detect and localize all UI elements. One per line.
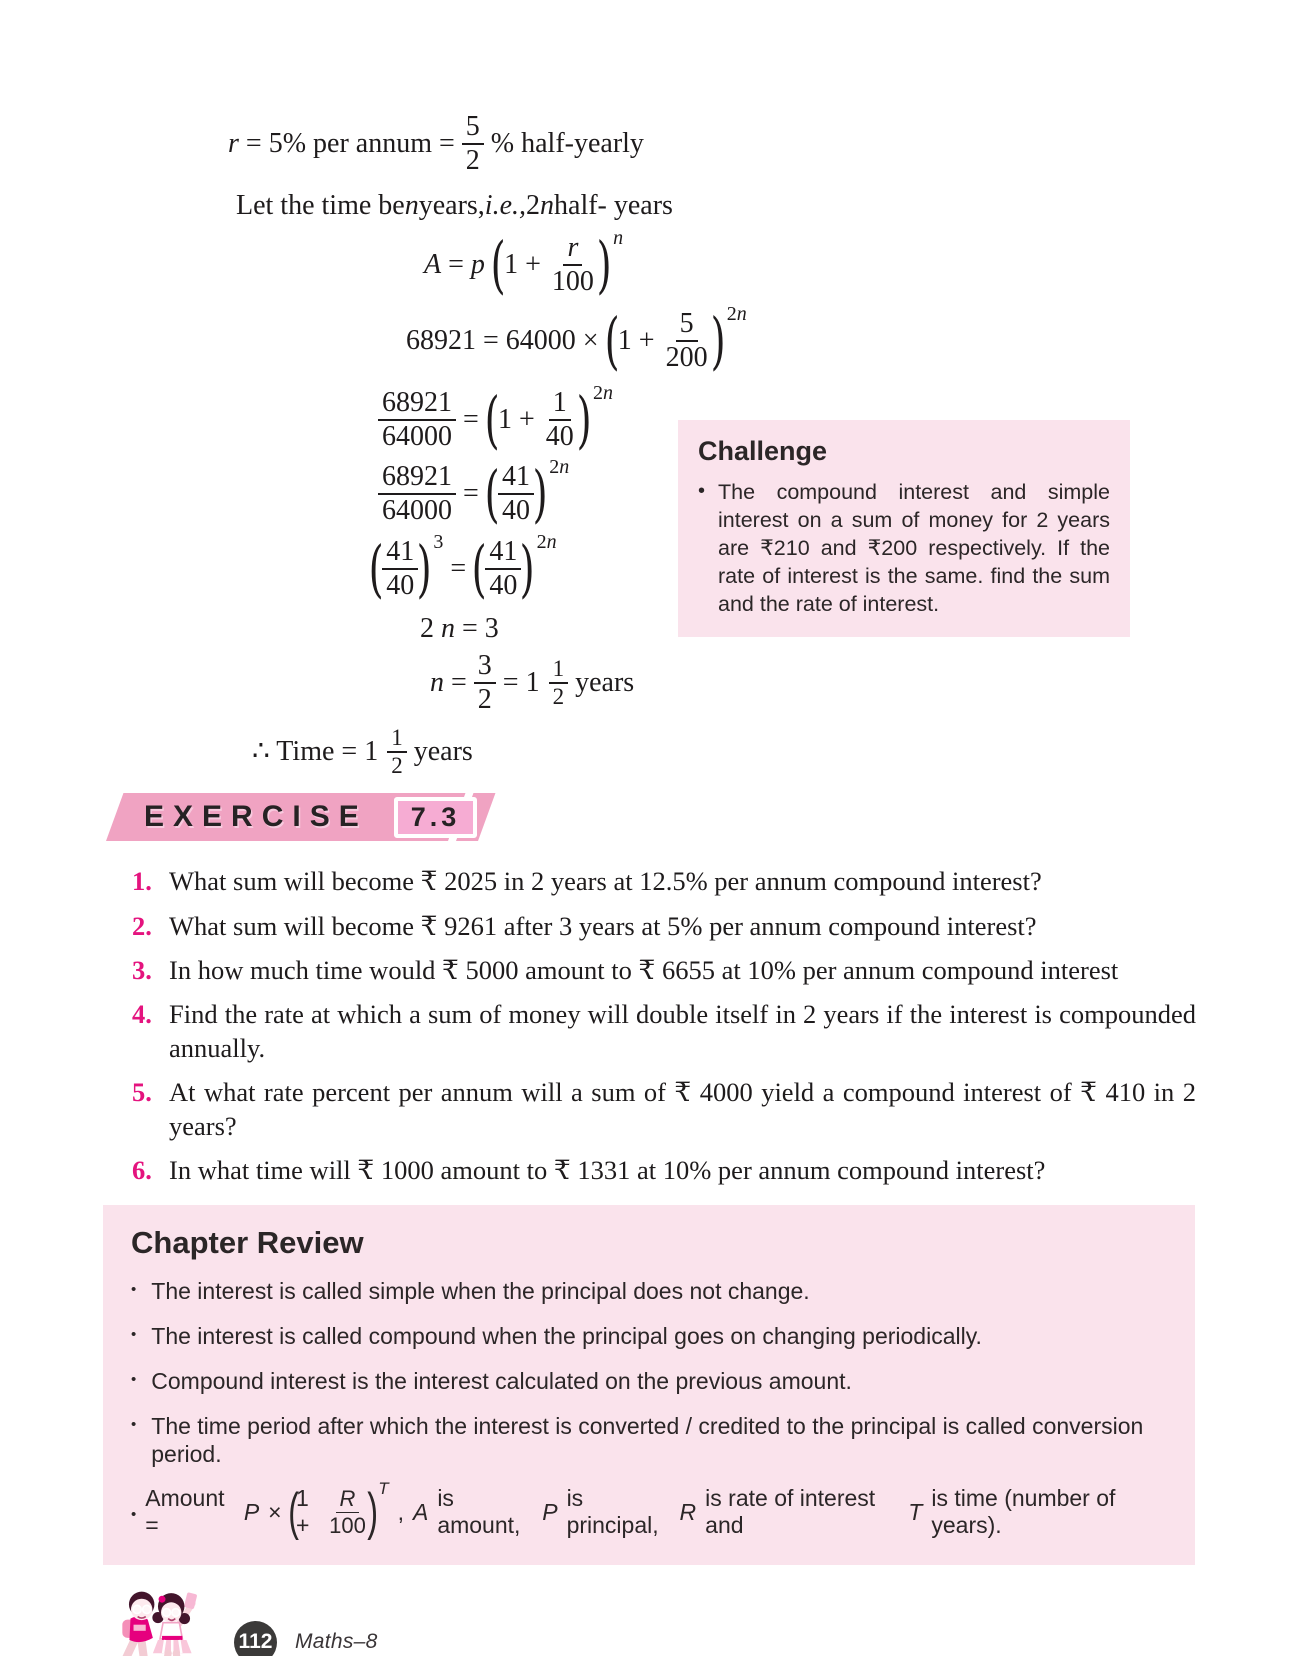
- question-text: In how much time would ₹ 5000 amount to ₹ 6655 at 10% per annum compound interest: [169, 955, 1119, 986]
- paren-group: [604, 303, 747, 378]
- question-number: 1.: [132, 866, 152, 897]
- exercise-question-list: [0, 865, 1296, 1187]
- paren-group: [484, 456, 570, 531]
- math-token: 2: [391, 753, 403, 779]
- math-token: Amount =: [145, 1485, 225, 1539]
- fraction: [462, 112, 484, 176]
- paren-group: [490, 226, 624, 301]
- review-bullet: [131, 1277, 1167, 1306]
- math-token: 1: [549, 657, 569, 685]
- bullet-dot: •: [131, 1326, 137, 1344]
- math-token: 64000: [382, 495, 452, 527]
- math-token: half- years: [554, 190, 673, 222]
- paren-glyph: (: [368, 531, 384, 605]
- equation-68921: [406, 303, 1296, 378]
- math-token: is time (number of years).: [931, 1485, 1116, 1539]
- math-token: =: [448, 248, 464, 280]
- paren-inner: [382, 537, 418, 601]
- math-token: 1: [387, 726, 407, 754]
- math-token: is amount,: [437, 1485, 521, 1539]
- paren-glyph: (: [484, 382, 500, 456]
- paren-glyph: (: [471, 531, 487, 605]
- paren-glyph: (: [484, 457, 500, 531]
- math-token: is principal,: [566, 1485, 659, 1539]
- exponent: [433, 531, 443, 554]
- math-token: ,: [397, 1498, 404, 1525]
- exercise-label: EXERCISE: [144, 800, 368, 834]
- question-text: What sum will become ₹ 2025 in 2 years at 12.5% per annum compound interest?: [169, 866, 1042, 897]
- question-text: In what time will ₹ 1000 amount to ₹ 1331 at 10% per annum compound interest?: [169, 1154, 1046, 1185]
- paren-inner: [498, 462, 534, 526]
- math-token: 2: [552, 684, 565, 710]
- paren-glyph: ): [367, 1482, 378, 1541]
- question-number: 5.: [132, 1077, 152, 1108]
- paren-inner: [498, 388, 578, 452]
- question-number: 3.: [132, 955, 152, 986]
- math-token: 2: [536, 530, 547, 553]
- exercise-question: [132, 910, 1196, 943]
- exercise-question: [132, 865, 1196, 898]
- fraction: [498, 462, 534, 526]
- math-token: =: [463, 403, 479, 435]
- fraction: [548, 233, 598, 297]
- fraction: [662, 309, 712, 373]
- math-token: 1 +: [498, 403, 535, 435]
- fraction: [382, 537, 418, 601]
- review-bullet-text: The time period after which the interest is converted / credited to the principal is called conversion period.: [151, 1412, 1144, 1468]
- paren-inner: [504, 233, 598, 297]
- math-token: 41: [382, 537, 418, 570]
- math-token: r: [563, 233, 582, 266]
- math-token: =: [450, 552, 467, 584]
- challenge-title: Challenge: [698, 436, 828, 466]
- math-token: R: [336, 1487, 360, 1513]
- math-token: =: [451, 667, 467, 699]
- paren-glyph: ): [532, 457, 548, 531]
- math-token: Let the time be: [236, 190, 405, 222]
- math-token: A: [412, 1498, 429, 1525]
- exponent: [549, 456, 569, 479]
- math-token: n: [430, 667, 444, 699]
- math-token: years: [575, 667, 635, 699]
- review-bullet: [131, 1322, 1167, 1351]
- bullet-dot: •: [698, 480, 706, 502]
- question-text: What sum will become ₹ 9261 after 3 years at 5% per annum compound interest?: [169, 910, 1037, 941]
- math-token: 200: [665, 342, 708, 374]
- paren-glyph: (: [490, 227, 506, 301]
- exponent: [378, 1479, 388, 1499]
- fraction: [378, 388, 456, 452]
- math-token: 2: [593, 381, 603, 404]
- exercise-question: [132, 1154, 1196, 1187]
- exponent: [613, 227, 623, 250]
- question-text: At what rate percent per annum will a sum of ₹ 4000 yield a compound interest of ₹ 410 in 2 years?: [169, 1077, 1196, 1141]
- math-token: n: [546, 530, 557, 553]
- fraction: [325, 1487, 370, 1538]
- paren-inner: [485, 537, 521, 601]
- equation-n: [430, 651, 1296, 715]
- math-token: 68921: [378, 462, 456, 495]
- paren-glyph: ): [710, 304, 726, 378]
- exponent: [593, 382, 613, 405]
- math-token: n: [404, 190, 419, 222]
- math-token: is rate of interest and: [705, 1485, 876, 1539]
- math-token: 41: [485, 537, 521, 570]
- math-token: 40: [489, 569, 518, 601]
- review-bullet-text: The interest is called compound when the principal goes on changing periodically.: [151, 1323, 982, 1350]
- math-token: 68921: [378, 388, 456, 421]
- math-token: years,: [418, 190, 485, 222]
- math-token: 40: [502, 495, 530, 527]
- math-token: 1 +: [295, 1485, 310, 1539]
- question-number: 4.: [132, 999, 152, 1030]
- review-bullet: [131, 1367, 1167, 1396]
- math-token: 2: [549, 456, 560, 479]
- fraction: [474, 651, 496, 715]
- page-number-badge: 112: [234, 1621, 277, 1656]
- math-token: 3: [433, 530, 444, 553]
- math-token: % half-yearly: [490, 128, 644, 160]
- math-token: ∴ Time = 1: [252, 736, 379, 768]
- math-token: 64000: [382, 420, 452, 452]
- paren-group: [484, 381, 613, 456]
- exercise-question: [132, 1076, 1196, 1143]
- math-token: T: [908, 1498, 923, 1525]
- exercise-banner: [106, 793, 526, 841]
- math-token: 1 +: [504, 248, 541, 280]
- math-token: 40: [386, 569, 415, 601]
- book-title: Maths–8: [295, 1630, 378, 1654]
- math-token: n: [603, 381, 613, 404]
- math-token: ×: [268, 1498, 282, 1525]
- math-token: 1: [549, 388, 571, 421]
- math-token: 41: [498, 462, 534, 495]
- bullet-dot: •: [131, 1370, 137, 1388]
- equation-time-conclusion: [252, 726, 1296, 780]
- worked-solution: [0, 0, 1296, 779]
- paren-glyph: ): [416, 531, 432, 605]
- math-token: years: [413, 736, 473, 768]
- exercise-question: [132, 954, 1196, 987]
- fraction: [542, 388, 578, 452]
- math-token: 68921 = 64000 ×: [406, 325, 599, 357]
- math-token: i.e.,: [484, 190, 527, 222]
- math-token: 5: [462, 112, 484, 145]
- math-token: 3: [474, 651, 496, 684]
- children-illustration: [104, 1591, 216, 1656]
- chapter-review-box: [103, 1205, 1195, 1565]
- review-formula: [131, 1479, 1167, 1541]
- question-number: 2.: [132, 910, 152, 941]
- math-token: 2: [726, 303, 737, 326]
- paren-group: [368, 530, 444, 605]
- review-bullet: [131, 1412, 1167, 1470]
- page-footer: [104, 1591, 1296, 1656]
- challenge-text: The compound interest and simple interest on a sum of money for 2 years are ₹210 and ₹200 respectively. If the rate of interest is the same. find the sum and the rate of interest.: [718, 480, 1110, 616]
- exercise-number-badge: 7.3: [394, 797, 478, 838]
- math-token: A: [424, 248, 442, 280]
- math-token: = 1: [502, 667, 540, 699]
- paren-glyph: (: [287, 1482, 299, 1541]
- math-token: n: [540, 190, 555, 222]
- paren-group: [471, 530, 557, 605]
- math-token: 100: [551, 265, 594, 297]
- exercise-banner-content: [106, 793, 564, 841]
- fraction: [485, 537, 521, 601]
- math-token: =: [463, 478, 479, 510]
- chapter-review-list: [131, 1277, 1167, 1469]
- math-token: 2: [477, 684, 492, 716]
- review-bullet-text: The interest is called simple when the principal does not change.: [151, 1278, 810, 1305]
- bullet-dot: •: [131, 1281, 137, 1299]
- math-token: 5: [676, 309, 698, 342]
- math-token: n: [736, 303, 747, 326]
- paren-glyph: ): [520, 531, 536, 605]
- math-token: P: [243, 1498, 260, 1525]
- math-token: 1 +: [617, 325, 655, 357]
- math-token: P: [542, 1498, 558, 1525]
- math-token: T: [378, 1479, 389, 1499]
- statement-let-time: [236, 190, 1296, 222]
- math-token: p: [470, 248, 485, 280]
- challenge-box: [678, 420, 1130, 637]
- equation-rate: [228, 112, 1296, 176]
- math-token: 2: [465, 145, 480, 177]
- paren-inner: [618, 309, 712, 373]
- fraction: [387, 726, 407, 780]
- paren-group: [287, 1479, 389, 1541]
- question-number: 6.: [132, 1154, 152, 1185]
- math-token: n: [441, 613, 455, 644]
- chapter-review-title: Chapter Review: [131, 1225, 364, 1261]
- math-token: n: [559, 456, 570, 479]
- exponent: [727, 303, 747, 326]
- math-token: 100: [329, 1512, 366, 1538]
- equation-amount-formula: [424, 226, 1296, 301]
- paren-glyph: (: [604, 304, 620, 378]
- math-token: R: [679, 1498, 697, 1525]
- bullet-dot: •: [131, 1505, 137, 1523]
- paren-inner: [296, 1485, 370, 1539]
- fraction: [549, 657, 569, 711]
- fraction: [378, 462, 456, 526]
- math-token: = 5% per annum =: [245, 128, 455, 160]
- math-token: 2: [526, 190, 541, 222]
- paren-glyph: ): [576, 382, 592, 456]
- math-token: r: [228, 128, 239, 160]
- paren-glyph: ): [596, 227, 612, 301]
- math-token: = 3: [462, 613, 499, 644]
- challenge-bullet-row: [698, 479, 1110, 619]
- math-token: 2: [420, 613, 434, 644]
- question-text: Find the rate at which a sum of money will double itself in 2 years if the interest is compounded annually.: [169, 999, 1196, 1063]
- math-token: n: [613, 226, 624, 249]
- math-token: 40: [545, 420, 574, 452]
- bullet-dot: •: [131, 1415, 137, 1433]
- exponent: [537, 531, 557, 554]
- exercise-question: [132, 998, 1196, 1065]
- review-bullet-text: Compound interest is the interest calculated on the previous amount.: [151, 1367, 852, 1394]
